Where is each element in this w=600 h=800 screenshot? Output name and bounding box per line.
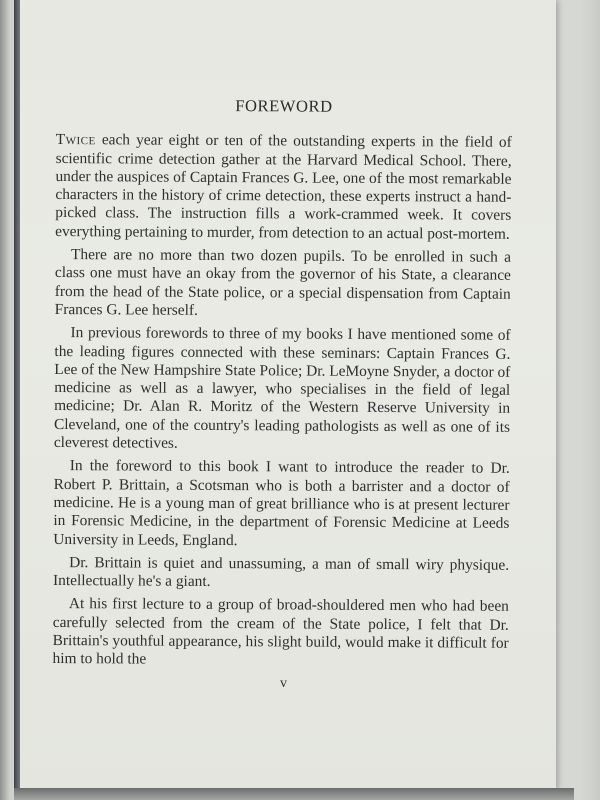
paragraph-6: At his first lecture to a group of broad-shouldered men who had been carefully selected from the cream of the State police, I felt that Dr. Brittain's youthful appearance, his slight build, would make it difficult for him to hold the bbox=[52, 595, 509, 668]
paragraph-4: In the foreword to this book I want to introduce the reader to Dr. Robert P. Brittain, a Scotsman who is both a barrister and a doctor of medicine. He is a young man of great brilliance who is at present lecturer in Forensic Medicine, in the department of Forensic Medicine at Leeds University in Leeds, England. bbox=[53, 457, 510, 549]
paragraph-1 bbox=[55, 131, 512, 244]
page-title: FOREWORD bbox=[235, 96, 333, 116]
page-text bbox=[52, 96, 512, 676]
page-number: v bbox=[280, 676, 287, 691]
paragraph-5: Dr. Brittain is quiet and unassuming, a man of small wiry physique. Intellectually he's a giant. bbox=[52, 553, 510, 591]
page-bottom-shadow bbox=[14, 788, 574, 800]
drop-word: Twice bbox=[55, 131, 96, 149]
paragraph-3: In previous forewords to three of my books I have mentioned some of the leading figures connected with these seminars: Captain Frances G. Lee of the New Hampshire State Police; Dr. LeMoyne Snyder, a doctor of medicine as well as a lawyer, who specialises in the field of legal medicine; Dr. Alan R. Moritz of the Western Reserve University in Cleveland, one of the country's leading pathologists as well as one of its cleverest detectives. bbox=[53, 324, 511, 452]
paragraph-1-text: each year eight or ten of the outstanding experts in the field of scientific crime detection gather at the Harvard Medical School. There, under the auspices of Captain Frances G. Lee, one of the most remarkable characters in the history of crime detection, these experts instruct a hand-picked class. The instruction fills a work-crammed week. It covers everything pertaining to murder, from detection to an actual post-mortem. bbox=[55, 131, 512, 243]
paragraph-2: There are no more than two dozen pupils. To be enrolled in such a class one must have an okay from the governor of his State, a clearance from the head of the State police, or a special dispensation from Captain Frances G. Lee herself. bbox=[54, 246, 512, 319]
